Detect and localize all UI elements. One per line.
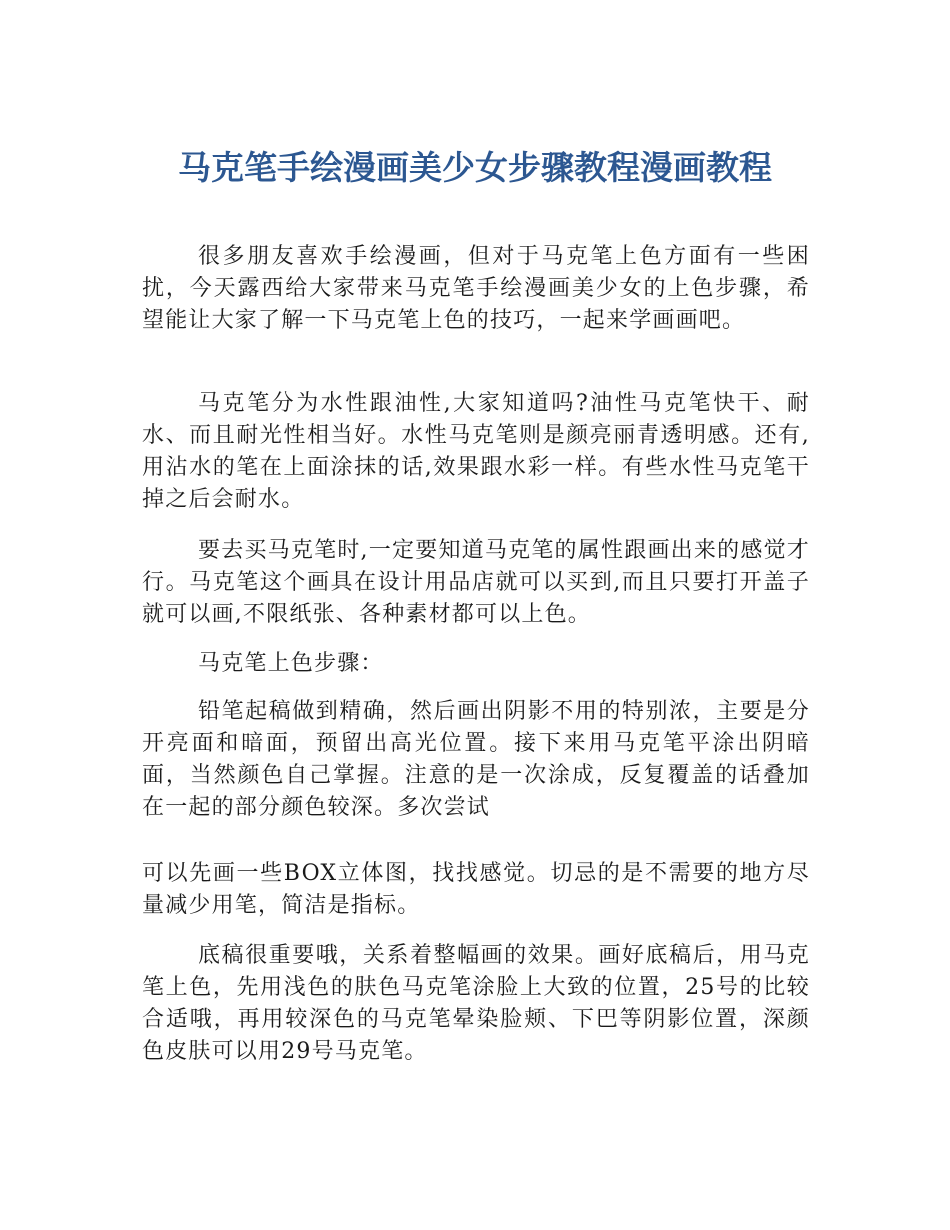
paragraph-marker-types: 马克笔分为水性跟油性,大家知道吗?油性马克笔快干、耐水、而且耐光性相当好。水性马克笔则是颜亮丽青透明感。还有,用沾水的笔在上面涂抹的话,效果跟水彩一样。有些水性马克笔干掉之后会耐水。 <box>142 391 810 512</box>
section-heading-steps: 马克笔上色步骤： <box>198 651 384 676</box>
page-title: 马克笔手绘漫画美少女步骤教程漫画教程 <box>178 148 772 187</box>
paragraph-skin-coloring: 底稿很重要哦，关系着整幅画的效果。画好底稿后，用马克笔上色，先用浅色的肤色马克笔涂脸上大致的位置，25号的比较合适哦，再用较深色的马克笔晕染脸颊、下巴等阴影位置，深颜色皮肤可以用29号马克笔。 <box>142 943 810 1064</box>
paragraph-sketch-shading: 铅笔起稿做到精确，然后画出阴影不用的特别浓，主要是分开亮面和暗面，预留出高光位置。接下来用马克笔平涂出阴暗面，当然颜色自己掌握。注意的是一次涂成，反复覆盖的话叠加在一起的部分颜色较深。多次尝试 <box>142 699 810 820</box>
paragraph-buying-markers: 要去买马克笔时,一定要知道马克笔的属性跟画出来的感觉才行。马克笔这个画具在设计用品店就可以买到,而且只要打开盖子就可以画,不限纸张、各种素材都可以上色。 <box>142 538 810 627</box>
paragraph-intro: 很多朋友喜欢手绘漫画，但对于马克笔上色方面有一些困扰，今天露西给大家带来马克笔手绘漫画美少女的上色步骤，希望能让大家了解一下马克笔上色的技巧，一起来学画画吧。 <box>142 244 810 333</box>
paragraph-box-practice: 可以先画一些BOX立体图，找找感觉。切忌的是不需要的地方尽量减少用笔，简洁是指标。 <box>142 861 810 918</box>
